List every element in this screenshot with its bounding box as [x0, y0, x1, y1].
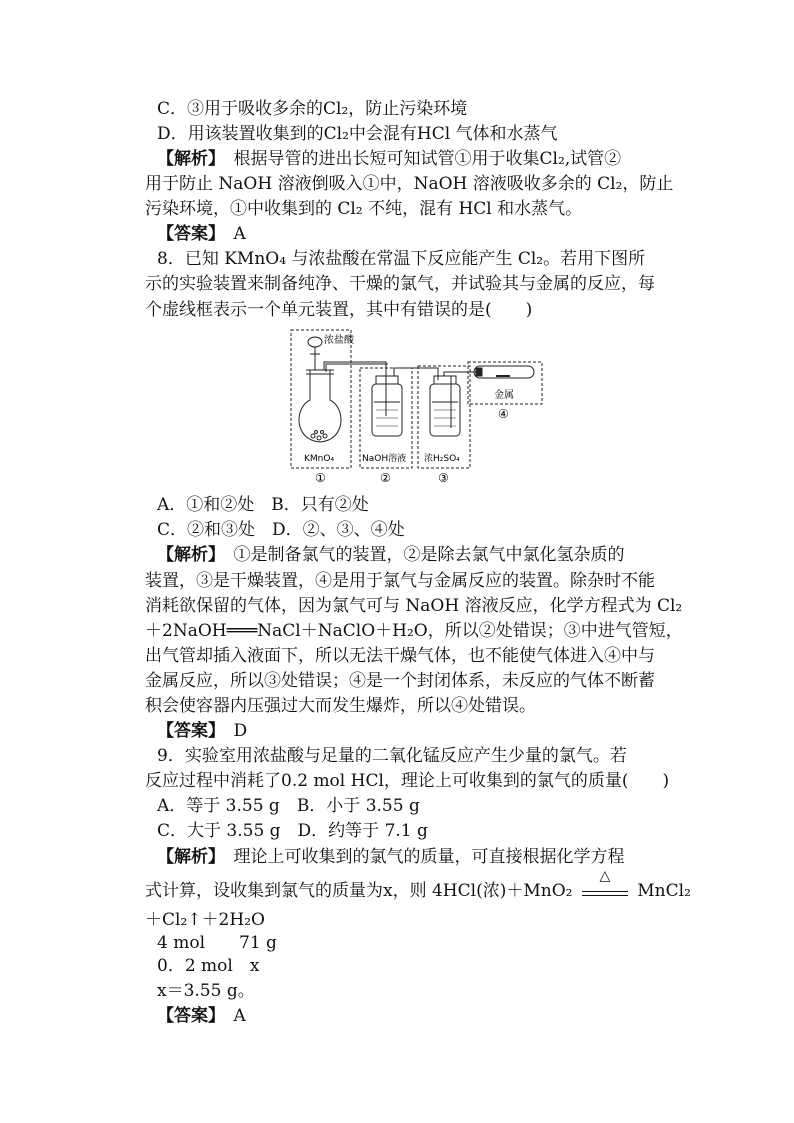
question-8-line3: 个虚线框表示一个单元装置，其中有错误的是( ) — [145, 300, 533, 320]
answer-q8 — [157, 720, 247, 742]
reaction-arrow — [582, 868, 628, 896]
analysis-q7-line1 — [157, 148, 621, 170]
label-conc-hcl: 浓盐酸 — [324, 335, 354, 346]
unit-box-3 — [418, 366, 470, 468]
analysis-q8-line2: 装置，③是干燥装置，④是用于氯气与金属反应的装置。除杂时不能 — [145, 571, 655, 591]
analysis-q8-line6: 金属反应，所以③处错误；④是一个封闭体系，未反应的气体不断蓄 — [145, 671, 655, 691]
answer-tag: 【答案】 — [157, 721, 217, 741]
analysis-q8-line1 — [157, 544, 625, 566]
analysis-text: 理论上可收集到的氯气的质量，可直接根据化学方程 — [233, 847, 625, 867]
analysis-q9-line3: ＋Cl₂↑＋2H₂O — [145, 910, 265, 930]
question-9-line2: 反应过程中消耗了0.2 mol HCl，理论上可收集到的氯气的质量( ) — [145, 771, 670, 791]
options-ab-q9: A．等于 3.55 g B．小于 3.55 g — [157, 796, 420, 816]
question-8-line2: 示的实验装置来制备纯净、干燥的氯气，并试验其与金属的反应，每 — [145, 274, 655, 294]
options-ab-q8: A．①和②处 B．只有②处 — [157, 495, 369, 515]
answer-value: A — [233, 1006, 246, 1026]
analysis-q8-line5: 出气管却插入液面下，所以无法干燥气体，也不能使气体进入④中与 — [145, 646, 655, 666]
label-h2so4: 浓H₂SO₄ — [424, 454, 460, 464]
analysis-q8-line7: 积会使容器内压强过大而发生爆炸，所以④处错误。 — [145, 696, 536, 716]
analysis-q7-line3: 污染环境，①中收集到的 Cl₂ 不纯，混有 HCl 和水蒸气。 — [145, 199, 583, 219]
analysis-q9-line2 — [145, 868, 691, 902]
answer-value: A — [233, 224, 246, 244]
unit-box-1 — [291, 330, 351, 468]
analysis-q8-line3: 消耗欲保留的气体，因为氯气可与 NaOH 溶液反应，化学方程式为 Cl₂ — [145, 596, 683, 616]
answer-q9 — [157, 1005, 246, 1027]
options-cd-q9: C．大于 3.55 g D．约等于 7.1 g — [157, 821, 428, 841]
answer-tag: 【答案】 — [157, 224, 217, 244]
label-metal: 金属 — [494, 390, 514, 401]
unit-number-3: ③ — [438, 471, 449, 485]
flask — [299, 370, 341, 442]
analysis-text: 根据导管的进出长短可知试管①用于收集Cl₂,试管② — [233, 149, 622, 169]
analysis-tag: 【解析】 — [157, 847, 217, 867]
option-d-q7: D．用该装置收集到的Cl₂中会混有HCl 气体和水蒸气 — [157, 124, 558, 144]
options-cd-q8: C．②和③处 D．②、③、④处 — [157, 520, 405, 540]
answer-value: D — [233, 721, 248, 741]
question-8-line1: 8．已知 KMnO₄ 与浓盐酸在常温下反应能产生 Cl₂。若用下图所 — [157, 249, 646, 269]
calc-result-line: x＝3.55 g。 — [157, 981, 255, 1001]
equation-right: MnCl₂ — [637, 881, 691, 901]
analysis-tag: 【解析】 — [157, 149, 217, 169]
label-naoh: NaOH溶液 — [362, 454, 407, 464]
analysis-q8-line4: ＋2NaOH═══NaCl＋NaClO＋H₂O，所以②处错误；③中进气管短， — [145, 621, 683, 641]
unit-number-1: ① — [315, 471, 326, 485]
heat-symbol: △ — [599, 868, 611, 884]
label-kmno4: KMnO₄ — [304, 454, 335, 464]
answer-tag: 【答案】 — [157, 1006, 217, 1026]
answer-q7 — [157, 223, 246, 245]
analysis-q7-line2: 用于防止 NaOH 溶液倒吸入①中，NaOH 溶液吸收多余的 Cl₂，防止 — [145, 174, 674, 194]
analysis-q9-line1 — [157, 846, 625, 868]
funnel-bulb — [308, 337, 322, 347]
apparatus-diagram — [288, 328, 548, 488]
calc-given-line: 0．2 mol x — [157, 956, 260, 976]
analysis-tag: 【解析】 — [157, 545, 217, 565]
option-c-q7: C．③用于吸收多余的Cl₂，防止污染环境 — [157, 99, 468, 119]
question-9-line1: 9．实验室用浓盐酸与足量的二氧化锰反应产生少量的氯气。若 — [157, 746, 627, 766]
calc-ratio-line: 4 mol 71 g — [157, 933, 277, 953]
unit-number-2: ② — [380, 471, 391, 485]
equation-left: 式计算，设收集到氯气的质量为x，则 4HCl(浓)＋MnO₂ — [145, 881, 573, 901]
analysis-text: ①是制备氯气的装置，②是除去氯气中氯化氢杂质的 — [233, 545, 625, 565]
unit-number-4: ④ — [498, 407, 509, 421]
